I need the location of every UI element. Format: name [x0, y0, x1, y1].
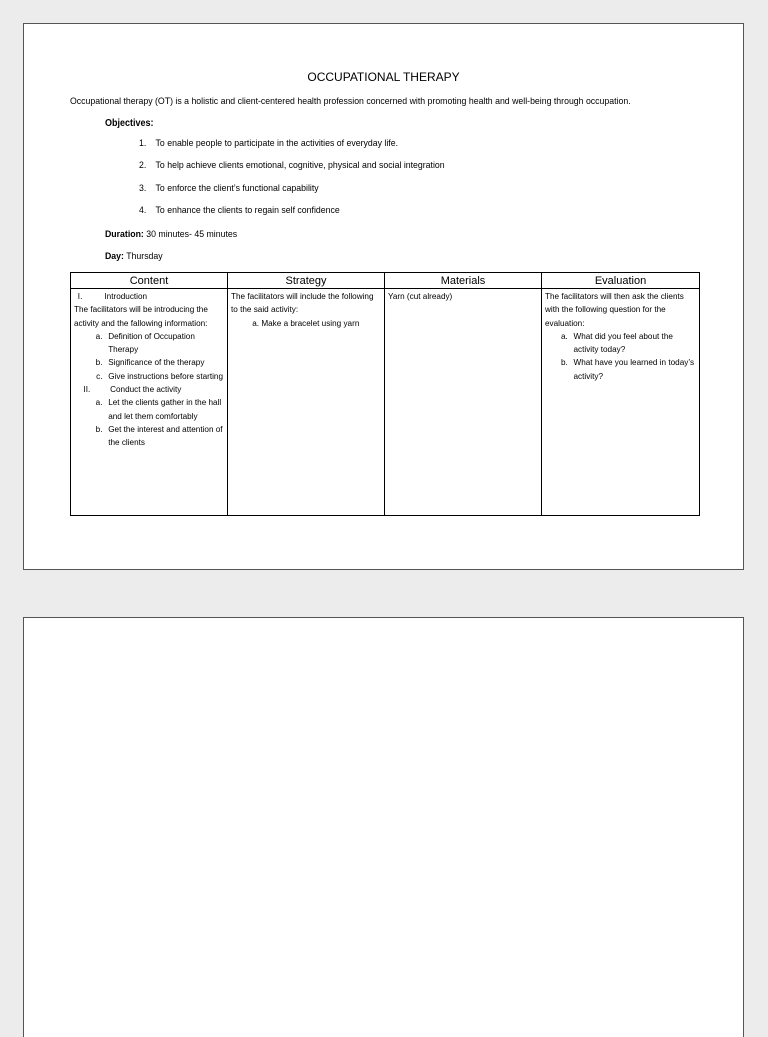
document-title: OCCUPATIONAL THERAPY: [307, 70, 460, 84]
content-cell: [71, 289, 228, 516]
objective-item: 4. To enhance the clients to regain self confidence: [139, 204, 340, 216]
intro-paragraph: Occupational therapy (OT) is a holistic and client-centered health profession concerned with promoting health and well-being through occupation.: [70, 96, 631, 107]
evaluation-cell: [542, 289, 700, 516]
strategy-item: a. Make a bracelet using yarn: [252, 317, 360, 328]
header-content: Content: [71, 273, 228, 289]
content-sub-item: a. Definition of Occupation Therapy: [95, 330, 195, 355]
strategy-description: The facilitators will include the following to the said activity:: [231, 291, 374, 315]
duration-label: Duration:: [105, 229, 144, 240]
content-sub-item: c. Give instructions before starting: [96, 370, 224, 381]
objective-item: 1. To enable people to participate in the activities of everyday life.: [139, 138, 399, 149]
activity-plan-table: [70, 272, 700, 516]
content-sub-item: a. Let the clients gather in the hall and let them comfortably: [95, 397, 222, 421]
materials-text: Yarn (cut already): [388, 291, 453, 301]
day-row: [105, 251, 163, 262]
evaluation-item: a. What did you feel about the activity today?: [560, 330, 673, 355]
section-heading: I. Introduction: [77, 291, 148, 301]
objective-item: 3. To enforce the client’s functional capability: [139, 182, 319, 194]
materials-cell: [385, 289, 542, 516]
day-value: Thursday: [126, 251, 163, 262]
objectives-label: Objectives:: [105, 118, 154, 129]
content-sub-item: b. Significance of the therapy: [95, 357, 205, 368]
evaluation-description: The facilitators will then ask the clients with the following question for the evaluation:: [545, 291, 684, 328]
header-evaluation: Evaluation: [542, 273, 700, 289]
document-page-1: [23, 23, 744, 570]
duration-value: 30 minutes- 45 minutes: [146, 229, 238, 240]
content-sub-item: b. Get the interest and attention of the clients: [95, 423, 223, 448]
day-label: Day:: [105, 251, 124, 262]
section-description: The facilitators will be introducing the activity and the fallowing information:: [74, 304, 208, 328]
objectives-list: [139, 138, 471, 227]
duration-row: [105, 229, 237, 240]
strategy-cell: [228, 289, 385, 516]
objective-item: 2. To help achieve clients emotional, cognitive, physical and social integration: [139, 160, 445, 172]
evaluation-item: b. What have you learned in today’s activity?: [560, 357, 695, 381]
header-materials: Materials: [385, 273, 542, 289]
document-page-2: [23, 617, 744, 1037]
section-heading: II. Conduct the activity: [83, 384, 182, 395]
header-strategy: Strategy: [228, 273, 385, 289]
